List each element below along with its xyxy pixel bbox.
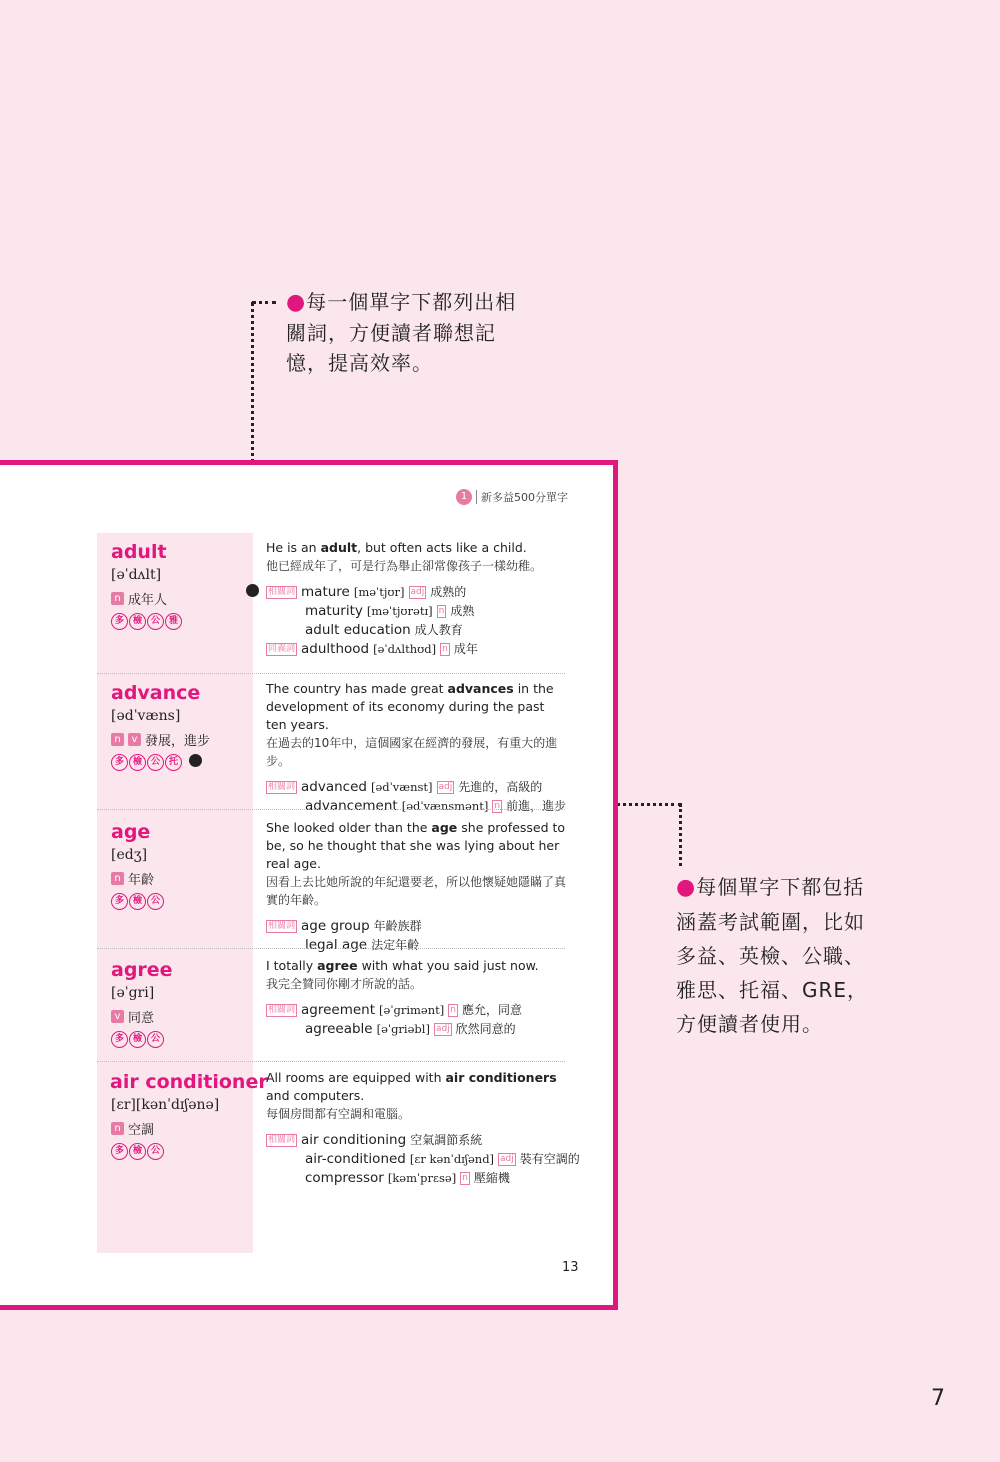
entry-adult [97,539,565,674]
related-word: advancement [ədˈvænsmənt] n 前進，進步 [305,798,567,814]
callout-connector [679,804,682,866]
exam-toeic-badge: 多 [111,893,128,910]
exam-gept-badge: 檢 [129,893,146,910]
exam-gept-badge: 檢 [129,613,146,630]
exam-toeic-badge: 多 [111,754,128,771]
exam-gept-badge: 檢 [129,754,146,771]
entry-divider [97,948,565,949]
exam-badges [111,613,182,630]
chapter-title: 新多益500分單字 [481,491,568,504]
exam-toefl-badge: 托 [165,754,182,771]
related-word: legal age 法定年齡 [305,937,420,953]
meaning: 年齡 [128,873,155,888]
exam-civil-badge: 公 [147,1031,164,1048]
example-en: The country has made great advances in the development of its economy during the past ten years. [266,681,554,732]
exam-toeic-badge: 多 [111,1143,128,1160]
example-zh: 在過去的10年中，這個國家在經濟的發展，有重大的進步。 [266,736,558,768]
phonetic: [edʒ] [111,847,148,863]
example-en: I totally agree with what you said just now. [266,958,539,973]
pos-tag: n [111,733,124,746]
pos-tag: v [111,1010,124,1023]
example-en: He is an adult, but often acts like a child. [266,540,527,555]
headword: agree [111,959,173,981]
example-zh: 我完全贊同你剛才所說的話。 [266,977,423,991]
meaning: 發展，進步 [145,734,211,749]
exam-ielts-badge: 雅 [165,613,182,630]
entry-content [266,957,566,1039]
meaning: 空調 [128,1123,155,1138]
related-word: adult education 成人教育 [305,622,463,638]
related-word: 相關詞 agreement [əˈgrimənt] n 應允，同意 [268,1002,522,1018]
related-label: 相關詞 [268,587,296,597]
exam-toeic-badge: 多 [111,1031,128,1048]
headword: air conditioner [110,1071,268,1093]
pos-tag: n [111,1122,124,1135]
entry-age [97,819,567,953]
callout-connector [252,301,276,304]
phonetic: [əˈdʌlt] [111,567,162,583]
entry-air-conditioner [97,1069,580,1249]
exam-toeic-badge: 多 [111,613,128,630]
related-word: agreeable [əˈgriəbl] adj 欣然同意的 [305,1021,516,1037]
part-of-speech [111,1007,154,1026]
part-of-speech [111,730,210,749]
synonym-word: 同義詞 adulthood [əˈdʌlthʊd] n 成年 [268,641,478,657]
example-zh: 每個房間都有空調和電腦。 [266,1107,411,1121]
related-word: 相關詞 air conditioning 空氣調節系統 [268,1132,483,1148]
related-label: 相關詞 [268,921,296,931]
related-word: maturity [məˈtjʊrətɪ] n 成熟 [305,603,475,619]
part-of-speech [111,589,167,608]
related-word: compressor [kəmˈprɛsə] n 壓縮機 [305,1170,510,1186]
callout-related-words: ●每一個單字下都列出相 關詞，方便讀者聯想記 憶，提高效率。 [286,290,517,375]
inner-page-number: 13 [562,1260,579,1275]
entry-content [266,680,566,816]
part-of-speech [111,1119,154,1138]
entry-advance [97,680,567,814]
exam-civil-badge: 公 [147,1143,164,1160]
page-header [456,489,568,505]
example-en: All rooms are equipped with air conditioners and computers. [266,1070,557,1103]
related-word: 相關詞 age group 年齡族群 [268,918,422,934]
exam-badges [111,1031,164,1048]
entry-content [266,1069,580,1188]
related-word: 相關詞 mature [məˈtjʊr] adj 成熟的 [268,584,467,600]
headword: adult [111,541,167,563]
exam-gept-badge: 檢 [129,1031,146,1048]
example-zh: 他已經成年了，可是行為舉止卻常像孩子一樣幼稚。 [266,559,543,573]
meaning: 成年人 [128,593,168,608]
exam-civil-badge: 公 [147,613,164,630]
related-label: 相關詞 [268,1135,296,1145]
phonetic: [əˈgri] [111,985,155,1001]
page-number: 7 [931,1386,945,1411]
example-en: She looked older than the age she professed to be, so he thought that she was lying about her real age. [266,820,566,871]
exam-gept-badge: 檢 [129,1143,146,1160]
phonetic: [ədˈvæns] [111,708,181,724]
exam-civil-badge: 公 [147,893,164,910]
related-word: 相關詞 advanced [ədˈvænst] adj 先進的，高級的 [268,779,543,795]
entry-divider [97,673,565,674]
meaning: 同意 [128,1011,155,1026]
entry-divider [97,809,565,810]
entry-content [266,819,566,955]
callout-anchor-dot [189,754,202,767]
header-divider [476,490,477,504]
related-label: 相關詞 [268,1005,296,1015]
exam-badges [111,754,182,771]
pos-tag: n [111,592,124,605]
part-of-speech [111,869,154,888]
related-word: air-conditioned [ɛr kənˈdɪʃənd] adj 裝有空調的 [305,1151,580,1167]
synonym-label: 同義詞 [268,644,296,654]
chapter-badge: 1 [456,489,472,505]
exam-civil-badge: 公 [147,754,164,771]
callout-exam-coverage: ●每個單字下都包括 涵蓋考試範圍，比如 多益、英檢、公職、 雅思、托福、GRE， 方便讀者使用。 [676,875,869,1036]
phonetic: [ɛr][kənˈdɪʃənə] [111,1097,220,1113]
entry-content [266,539,566,659]
book-page [0,460,618,1310]
related-label: 相關詞 [268,782,296,792]
entry-divider [97,1061,565,1062]
example-zh: 因看上去比她所說的年紀還要老，所以他懷疑她隱瞞了真實的年齡。 [266,875,567,907]
headword: age [111,821,151,843]
headword: advance [111,682,201,704]
entry-agree [97,957,565,1062]
exam-badges [111,1143,164,1160]
callout-anchor-dot [246,584,259,597]
exam-badges [111,893,164,910]
pos-tag: v [128,733,141,746]
pos-tag: n [111,872,124,885]
